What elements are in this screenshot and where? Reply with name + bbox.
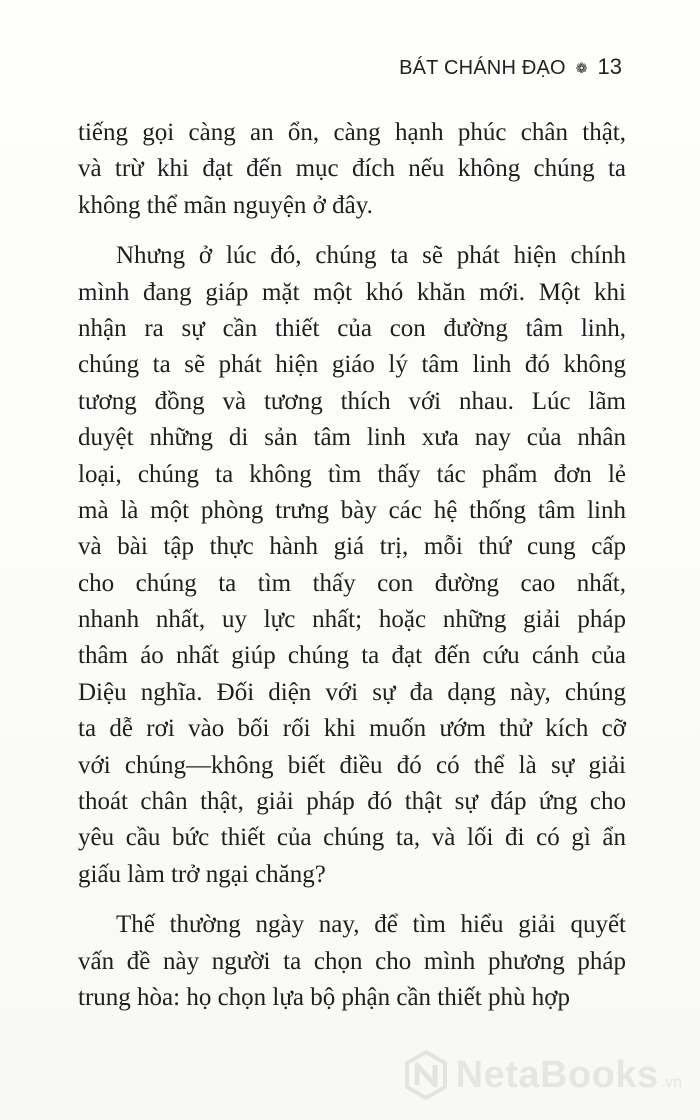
text-line: và trừ khi đạt đến mục đích nếu không chúng ta [78,155,626,183]
text-line: ta dễ rơi vào bối rối khi muốn ướm thử kích cỡ [78,715,626,743]
text-line: Diệu nghĩa. Đối diện với sự đa dạng này, chúng [78,678,626,706]
text-line: yêu cầu bức thiết của chúng ta, và lối đi có gì ẩn [78,824,626,852]
chapter-title: BÁT CHÁNH ĐẠO [399,57,566,79]
text-line: cho chúng ta tìm thấy con đường cao nhất, [78,569,626,597]
text-line: Nhưng ở lúc đó, chúng ta sẽ phát hiện chính [116,242,626,270]
text-line: Thế thường ngày nay, để tìm hiểu giải quyết [116,911,626,939]
text-line: tiếng gọi càng an ổn, càng hạnh phúc chân thật, [78,119,626,146]
text-line: chúng ta sẽ phát hiện giáo lý tâm linh đó không [78,351,626,379]
text-line: thâm áo nhất giúp chúng ta đạt đến cứu cánh của [78,642,626,670]
text-line: và bài tập thực hành giá trị, mỗi thứ cung cấp [78,533,626,561]
watermark-suffix: .vn [660,1074,682,1091]
text-line: nhận ra sự cần thiết của con đường tâm linh, [78,314,626,342]
running-header [399,54,622,80]
watermark-text: NetaBooks [455,1053,659,1096]
flower-ornament-icon: ❁ [575,61,588,77]
text-line: duyệt những di sản tâm linh xưa nay của nhân [78,424,626,452]
paragraph [78,115,626,224]
text-line: nhanh nhất, uy lực nhất; hoặc những giải pháp [78,606,626,634]
netabooks-logo-icon [404,1050,448,1100]
text-line: vấn đề này người ta chọn cho mình phương pháp [78,947,626,975]
paragraph [78,238,626,893]
text-line: mình đang giáp mặt một khó khăn mới. Một khi [78,278,626,306]
text-line: tương đồng và tương thích với nhau. Lúc lãm [78,387,626,415]
paragraph [78,907,626,1016]
text-line: mà là một phòng trưng bày các hệ thống tâm linh [78,496,626,524]
text-line: loại, chúng ta không tìm thấy tác phẩm đơn lẻ [78,460,626,488]
text-line: với chúng—không biết điều đó có thể là sự giải [78,751,626,779]
text-line: giấu làm trở ngại chăng? [78,860,326,888]
text-line: trung hòa: họ chọn lựa bộ phận cần thiết phù hợp [78,983,570,1011]
text-line: thoát chân thật, giải pháp đó thật sự đáp ứng cho [78,788,626,816]
page-number: 13 [597,54,622,79]
netabooks-watermark [404,1050,682,1100]
body-text [78,115,626,1030]
text-line: không thể mãn nguyện ở đây. [78,191,373,219]
